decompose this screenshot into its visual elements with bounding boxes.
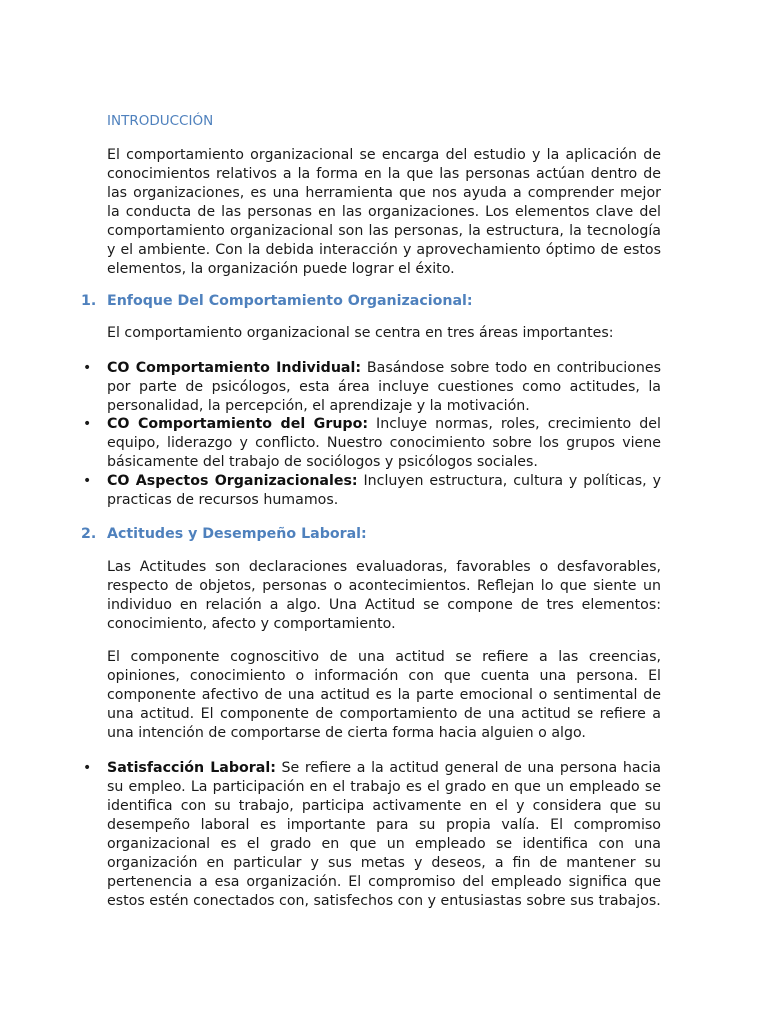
section-2-title: Actitudes y Desempeño Laboral:	[107, 526, 367, 542]
list-item-group	[107, 415, 661, 472]
item-term: CO Comportamiento del Grupo:	[107, 416, 368, 432]
section-1-number: 1.	[81, 293, 97, 309]
section-2-number: 2.	[81, 526, 97, 542]
section-2-paragraph-1: Las Actitudes son declaraciones evaluadoras, favorables o desfavorables, respecto de objetos, personas o acontecimientos. Reflejan lo que siente un individuo en relación a algo. Una Actitud se compone de tres elementos: conocimiento, afecto y comportamiento.	[107, 559, 661, 632]
list-item-individual	[107, 359, 661, 416]
item-text: Se refiere a la actitud general de una persona hacia su empleo. La participación en el trabajo es el grado en que un empleado se identifica con su trabajo, participa activamente en el y considera que su desempeño laboral es importante para su propia valía. El compromiso organizacional es el grado en que un empleado se identifica con una organización en particular y sus metas y deseos, a fin de mantener su pertenencia a esa organización. El compromiso del empleado significa que estos estén conectados con, satisfechos con y entusiastas sobre sus trabajos.	[107, 760, 661, 909]
item-text: Basándose sobre todo en contribuciones por parte de psicólogos, esta área incluye cuestiones como actitudes, la personalidad, la percepción, el aprendizaje y la motivación.	[107, 360, 661, 414]
item-text: Incluyen estructura, cultura y políticas, y practicas de recursos humamos.	[107, 473, 661, 508]
bullet-icon: •	[83, 473, 92, 489]
list-item-satisfaction	[107, 759, 661, 911]
item-term: CO Aspectos Organizacionales:	[107, 473, 358, 489]
bullet-icon: •	[83, 760, 92, 776]
intro-title: INTRODUCCIÓN	[107, 113, 214, 129]
item-term: Satisfacción Laboral:	[107, 760, 276, 776]
section-1-lead: El comportamiento organizacional se centra en tres áreas importantes:	[107, 325, 614, 341]
list-item-organizational	[107, 472, 661, 510]
item-term: CO Comportamiento Individual:	[107, 360, 362, 376]
item-text: Incluye normas, roles, crecimiento del equipo, liderazgo y conflicto. Nuestro conocimiento sobre los grupos viene básicamente del trabajo de sociólogos y psicólogos sociales.	[107, 416, 661, 470]
section-2-paragraph-2: El componente cognoscitivo de una actitud se refiere a las creencias, opiniones, conocimiento o información con que cuenta una persona. El componente afectivo de una actitud es la parte emocional o sentimental de una actitud. El componente de comportamiento de una actitud se refiere a una intención de comportarse de cierta forma hacia alguien o algo.	[107, 649, 661, 741]
intro-paragraph: El comportamiento organizacional se encarga del estudio y la aplicación de conocimientos relativos a la forma en la que las personas actúan dentro de las organizaciones, es una herramienta que nos ayuda a comprender mejor la conducta de las personas en las organizaciones. Los elementos clave del comportamiento organizacional son las personas, la estructura, la tecnología y el ambiente. Con la debida interacción y aprovechamiento óptimo de estos elementos, la organización puede lograr el éxito.	[107, 147, 661, 277]
section-1-title: Enfoque Del Comportamiento Organizacional:	[107, 293, 473, 309]
bullet-icon: •	[83, 360, 92, 376]
bullet-icon: •	[83, 416, 92, 432]
